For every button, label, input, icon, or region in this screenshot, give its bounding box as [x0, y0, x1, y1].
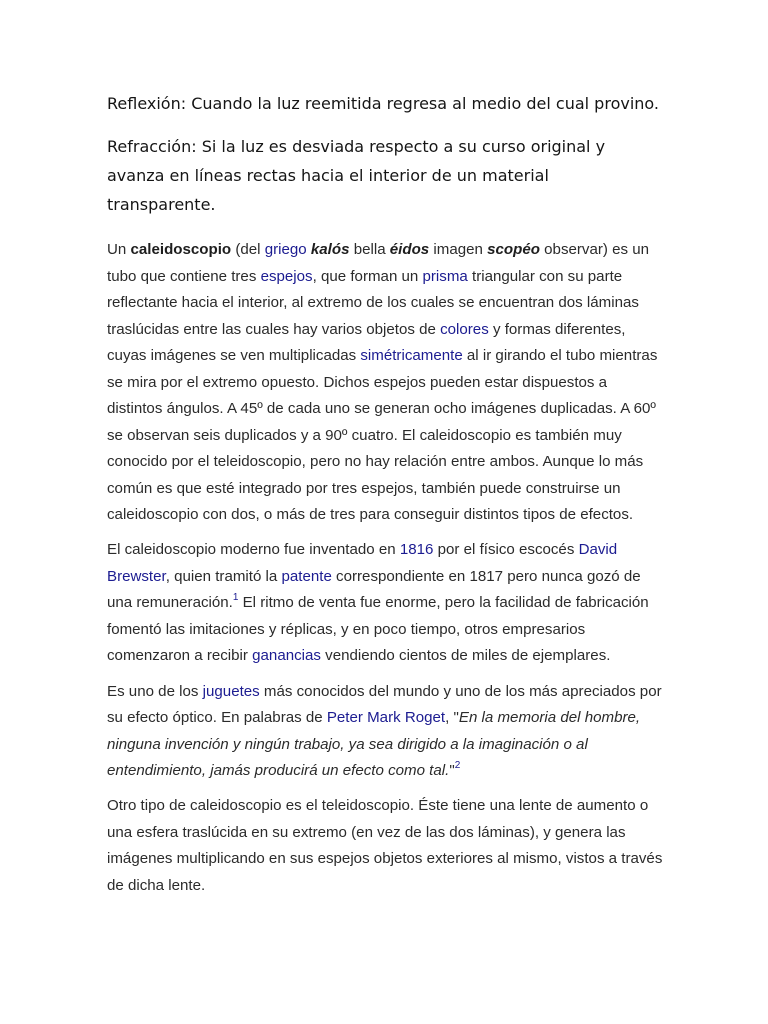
text-line	[107, 317, 727, 344]
text-run: imágenes multiplicando en sus espejos objetos exteriores al mismo, vistos a través	[107, 850, 663, 868]
paragraph	[107, 537, 727, 670]
refraccion-definition	[107, 132, 727, 219]
text-link[interactable]: David	[578, 541, 618, 559]
article-body	[107, 237, 727, 899]
text-run: más conocidos del mundo y uno de los más apreciados por	[259, 682, 662, 700]
text-link[interactable]: espejos	[260, 267, 313, 285]
text-line	[107, 590, 727, 617]
text-run: cuyas imágenes se ven multiplicadas	[107, 347, 361, 364]
text-run: tubo que contiene tres	[107, 267, 261, 285]
quote-text: En la memoria del hombre,	[458, 709, 641, 726]
text-run: común es que esté integrado por tres espejos, también puede construirse un	[107, 479, 621, 497]
text-line	[107, 537, 727, 564]
text-link[interactable]: prisma	[422, 267, 468, 285]
text-line	[107, 343, 727, 370]
text-line	[107, 564, 727, 591]
text-run: correspondiente en 1817 pero nunca gozó de	[331, 567, 641, 585]
text-line	[107, 449, 727, 476]
text-run: Es uno de los	[107, 682, 203, 700]
text-run: reflectante hacia el interior, al extremo de los cuales se encuentran dos láminas	[107, 294, 639, 311]
text-run: "	[449, 762, 455, 779]
etymology-term: kalós	[310, 241, 350, 258]
text-run: imagen	[429, 241, 488, 258]
text-line	[107, 423, 727, 450]
text-line	[107, 846, 727, 873]
text-line	[107, 758, 727, 785]
text-link[interactable]: patente	[281, 567, 332, 585]
heading-line: avanza en líneas rectas hacia el interior de un material	[107, 166, 549, 185]
text-run: , que forman un	[312, 267, 423, 285]
document-page	[107, 89, 727, 908]
paragraph	[107, 793, 727, 899]
quote-text: entendimiento, jamás producirá un efecto como tal.	[107, 762, 450, 779]
text-run: Un	[107, 241, 131, 258]
text-run: bella	[349, 241, 390, 258]
etymology-term: scopéo	[487, 241, 540, 258]
text-run: y formas diferentes,	[488, 320, 626, 338]
text-run: distintos ángulos. A 45º de cada uno se generan ocho imágenes duplicadas. A 60º	[107, 400, 656, 417]
text-line	[107, 237, 727, 264]
text-line	[107, 793, 727, 820]
text-run: caleidoscopio con dos, o más de tres para conseguir distintos tipos de efectos.	[107, 506, 634, 523]
text-run: una remuneración.	[107, 594, 233, 612]
bold-term: caleidoscopio	[130, 241, 232, 258]
text-line	[107, 705, 727, 732]
text-run: traslúcidas entre las cuales hay varios objetos de	[107, 320, 441, 338]
text-link[interactable]: griego	[264, 241, 307, 258]
text-line	[107, 617, 727, 644]
heading-line: Reflexión: Cuando la luz reemitida regresa al medio del cual provino.	[107, 94, 659, 113]
paragraph	[107, 237, 727, 529]
text-run: se mira por el extremo opuesto. Dichos espejos pueden estar dispuestos a	[107, 373, 608, 391]
text-run: , quien tramitó la	[165, 567, 282, 585]
text-line	[107, 820, 727, 847]
reflexion-definition	[107, 89, 727, 118]
text-line	[107, 502, 727, 529]
text-link[interactable]: Brewster	[107, 567, 166, 585]
text-run: El caleidoscopio moderno fue inventado en	[107, 541, 400, 559]
text-run: de dicha lente.	[107, 876, 206, 894]
etymology-term: éidos	[389, 241, 430, 258]
text-line	[107, 679, 727, 706]
text-line	[107, 873, 727, 900]
text-line	[107, 264, 727, 291]
quote-text: ninguna invención y ningún trabajo, ya sea dirigido a la imaginación o al	[107, 735, 588, 753]
text-line	[107, 732, 727, 759]
text-run: Otro tipo de caleidoscopio es el teleidoscopio. Éste tiene una lente de aumento o	[107, 797, 649, 815]
text-line	[107, 643, 727, 670]
text-run: observar) es un	[539, 241, 650, 258]
text-line	[107, 370, 727, 397]
text-line	[107, 290, 727, 317]
heading-line: transparente.	[107, 195, 216, 214]
text-line	[107, 476, 727, 503]
paragraph	[107, 679, 727, 785]
text-link[interactable]: ganancias	[252, 647, 321, 665]
text-run: comenzaron a recibir	[107, 647, 253, 665]
text-run: (del	[231, 241, 265, 258]
text-run: una esfera traslúcida en su extremo (en vez de las dos láminas), y genera las	[107, 823, 626, 841]
text-run: , "	[445, 709, 459, 726]
text-link[interactable]: Peter Mark Roget	[326, 709, 446, 726]
text-link[interactable]: colores	[440, 320, 489, 338]
text-link[interactable]: simétricamente	[360, 347, 463, 364]
text-run: triangular con su parte	[467, 267, 623, 285]
text-run: vendiendo cientos de miles de ejemplares.	[320, 647, 611, 665]
text-run: se observan seis duplicados y a 90º cuatro. El caleidoscopio es también muy	[107, 426, 622, 444]
text-link[interactable]: 1816	[399, 541, 434, 559]
text-run: El ritmo de venta fue enorme, pero la facilidad de fabricación	[238, 594, 649, 612]
text-run: su efecto óptico. En palabras de	[107, 709, 327, 726]
text-run: por el físico escocés	[433, 541, 579, 559]
footnote-ref[interactable]: 2	[454, 759, 461, 771]
text-link[interactable]: juguetes	[202, 682, 260, 700]
footnote-ref[interactable]: 1	[232, 592, 239, 604]
text-line	[107, 396, 727, 423]
heading-line: Refracción: Si la luz es desviada respecto a su curso original y	[107, 137, 606, 156]
text-run: conocido por el teleidoscopio, pero no hay relación entre ambos. Aunque lo más	[107, 453, 644, 470]
text-run: al ir girando el tubo mientras	[462, 347, 658, 364]
text-run: fomentó las imitaciones y réplicas, y en poco tiempo, otros empresarios	[107, 620, 586, 638]
